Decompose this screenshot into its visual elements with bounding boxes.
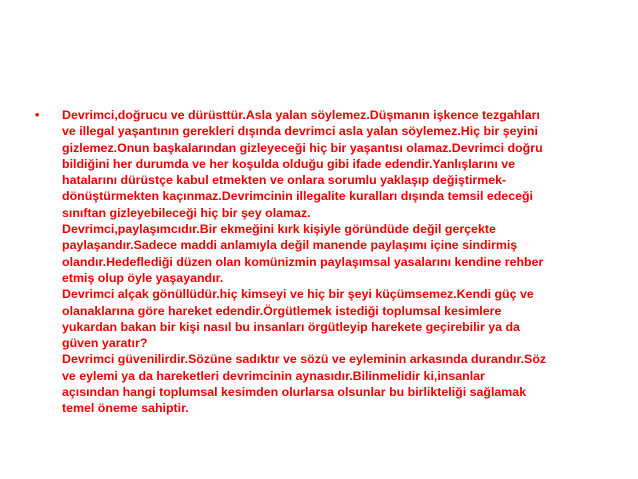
text-line: ve eylemi ya da hareketleri devrimcinin aynasıdır.Bilinmelidir ki,insanlar — [62, 368, 485, 383]
text-line: olandır.Hedeflediği düzen olan komünizmin paylaşımsal yasalarını kendine rehber — [62, 254, 544, 269]
text-line: etmiş olup öyle yaşayandır. — [62, 270, 224, 285]
text-line: sınıftan gizleyebileceği hiç bir şey olamaz. — [62, 205, 311, 220]
text-line: hatalarını dürüstçe kabul etmekten ve onlara sorumlu yaklaşıp değiştirmek- — [62, 173, 507, 188]
text-line: temel öneme sahiptir. — [62, 401, 189, 416]
text-line: güven yaratır? — [62, 336, 148, 351]
bullet-text — [62, 107, 615, 417]
text-line: gizlemez.Onun başkalarından gizleyeceği hiç bir yaşantısı olamaz.Devrimci doğru — [62, 140, 543, 155]
text-line: Devrimci,paylaşımcıdır.Bir ekmeğini kırk kişiyle göründüde değil gerçekte — [62, 222, 496, 237]
slide-body — [35, 107, 615, 417]
text-line: paylaşandır.Sadece maddi anlamıyla değil manende paylaşımı içine sindirmiş — [62, 238, 518, 253]
text-line: dönüştürmekten kaçınmaz.Devrimcinin illegalite kuralları dışında temsil edeceği — [62, 189, 534, 204]
text-line: açısından hangi toplumsal kesimden olurlarsa olsunlar bu birlikteliği sağlamak — [62, 385, 527, 400]
text-line: ve illegal yaşantının gerekleri dışında devrimci asla yalan söylemez.Hiç bir şeyini — [62, 124, 538, 139]
bullet-item — [35, 107, 615, 417]
text-line: bildiğini her durumda ve her koşulda olduğu gibi ifade edendir.Yanlışlarını ve — [62, 156, 516, 171]
text-line: Devrimci,doğrucu ve dürüsttür.Asla yalan söylemez.Düşmanın işkence tezgahları — [62, 108, 540, 122]
text-line: Devrimci alçak gönüllüdür.hiç kimseyi ve hiç bir şeyi küçümsemez.Kendi güç ve — [62, 287, 534, 302]
text-line: Devrimci güvenilirdir.Sözüne sadıktır ve sözü ve eyleminin arkasında durandır.Söz — [62, 352, 547, 367]
bullet-icon: • — [35, 108, 40, 122]
text-line: yukardan bakan bir kişi nasıl bu insanları örgütleyip harekete geçirebilir ya da — [62, 319, 520, 334]
text-line: olanaklarına göre hareket edendir.Örgütlemek istediği toplumsal kesimlere — [62, 303, 502, 318]
